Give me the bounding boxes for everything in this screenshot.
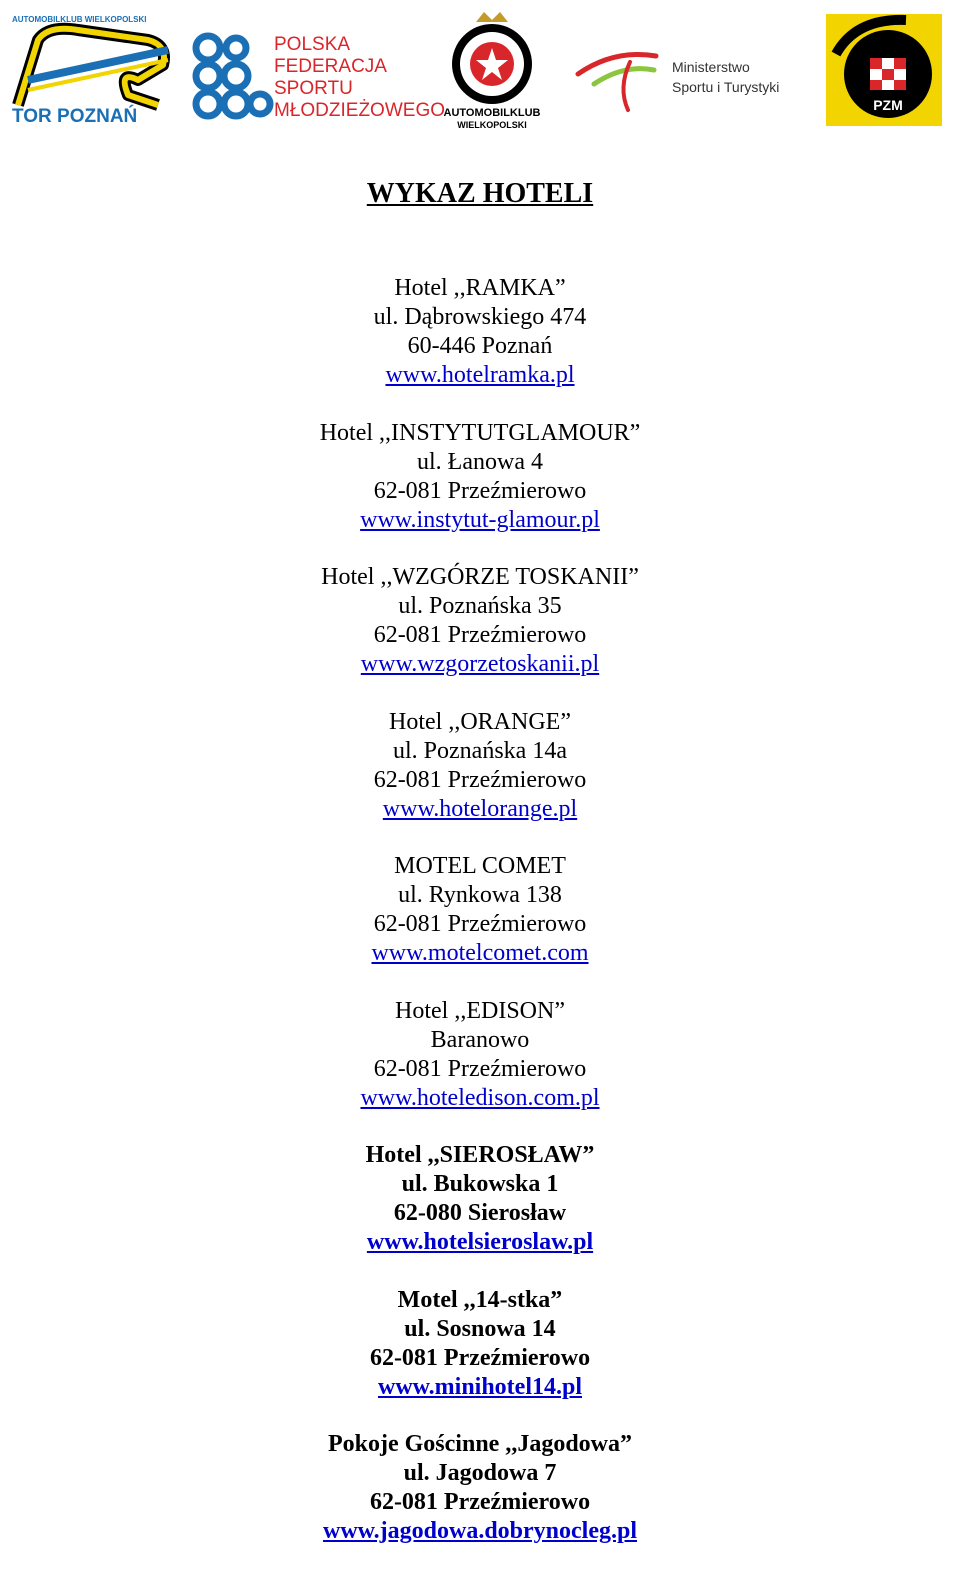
hotel-street: ul. Poznańska 14a — [393, 737, 567, 764]
hotel-city: 62-081 Przeźmierowo — [369, 1344, 591, 1371]
hotel-city: 62-081 Przeźmierowo — [373, 477, 587, 504]
hotel-website-link[interactable]: www.hotelsieroslaw.pl — [366, 1229, 594, 1255]
tor-poznan-name: TOR POZNAŃ — [12, 106, 138, 127]
hotel-street: ul. Łanowa 4 — [417, 448, 543, 475]
pzm-logo — [826, 14, 942, 126]
automobilklub-wielkopolski-logo — [436, 8, 548, 130]
hotel-street: ul. Jagodowa 7 — [403, 1460, 557, 1486]
hotel-name: Hotel ,,EDISON” — [395, 997, 565, 1024]
hotel-entry — [0, 563, 960, 708]
page-title: WYKAZ HOTELI — [366, 178, 594, 209]
hotel-name: Hotel ,,RAMKA” — [394, 275, 566, 301]
hotel-name: MOTEL COMET — [394, 853, 566, 879]
automobilklub-line1: AUTOMOBILKLUB — [443, 107, 541, 119]
pfsm-line4: MŁODZIEŻOWEGO — [274, 100, 445, 121]
hotel-name: Hotel ,,SIEROSŁAW” — [365, 1142, 595, 1168]
pfsm-logo — [186, 28, 445, 124]
hotel-list — [0, 274, 960, 1575]
hotel-entry — [0, 1141, 960, 1286]
hotel-city: 62-081 Przeźmierowo — [373, 1055, 587, 1082]
hotel-website-link[interactable]: www.jagodowa.dobrynocleg.pl — [322, 1518, 638, 1544]
hotel-website-link[interactable]: www.wzgorzetoskanii.pl — [360, 651, 600, 677]
ministerstwo-logo — [574, 44, 804, 114]
pfsm-line3: SPORTU — [274, 78, 353, 99]
ministerstwo-line1: Ministerstwo — [672, 59, 750, 75]
hotel-name: Hotel ,,ORANGE” — [389, 708, 571, 735]
hotel-website-link[interactable]: www.motelcomet.com — [371, 940, 589, 966]
hotel-name: Hotel ,,WZGÓRZE TOSKANII” — [321, 564, 639, 590]
hotel-street: ul. Sosnowa 14 — [404, 1315, 556, 1342]
hotel-city: 62-081 Przeźmierowo — [373, 766, 587, 793]
pfsm-line2: FEDERACJA — [274, 56, 387, 77]
hotel-entry — [0, 852, 960, 997]
hotel-website-link[interactable]: www.instytut-glamour.pl — [360, 506, 600, 533]
hotel-name: Hotel ,,INSTYTUTGLAMOUR” — [319, 419, 641, 446]
pzm-label: PZM — [873, 97, 903, 113]
hotel-website-link[interactable]: www.hoteledison.com.pl — [360, 1084, 600, 1111]
hotel-street: ul. Poznańska 35 — [398, 593, 562, 619]
hotel-city: 60-446 Poznań — [407, 333, 553, 359]
hotel-city: 62-080 Sierosław — [393, 1200, 567, 1226]
hotel-street: ul. Rynkowa 138 — [398, 882, 562, 908]
logo-bar — [0, 0, 960, 135]
hotel-entry — [0, 997, 960, 1142]
hotel-website-link[interactable]: www.minihotel14.pl — [377, 1373, 583, 1400]
hotel-entry — [0, 708, 960, 853]
crown-icon — [476, 12, 508, 22]
hotel-entry — [0, 1430, 960, 1575]
hotel-street: ul. Dąbrowskiego 474 — [373, 304, 587, 330]
automobilklub-line2: WIELKOPOLSKI — [457, 120, 527, 130]
hotel-street: ul. Bukowska 1 — [401, 1171, 559, 1197]
hotel-website-link[interactable]: www.hotelorange.pl — [382, 795, 578, 822]
hotel-entry — [0, 419, 960, 564]
hotel-entry — [0, 274, 960, 419]
ministerstwo-line2: Sportu i Turystyki — [672, 79, 780, 95]
hotel-entry — [0, 1286, 960, 1431]
pfsm-line1: POLSKA — [274, 34, 351, 55]
hotel-name: Pokoje Gościnne ,,Jagodowa” — [327, 1431, 632, 1457]
hotel-city: 62-081 Przeźmierowo — [369, 1489, 591, 1515]
hotel-street: Baranowo — [430, 1026, 530, 1053]
hotel-city: 62-081 Przeźmierowo — [373, 622, 587, 648]
tor-poznan-logo — [8, 10, 176, 128]
hotel-city: 62-081 Przeźmierowo — [373, 911, 587, 937]
tor-poznan-header: AUTOMOBILKLUB WIELKOPOLSKI — [12, 15, 147, 24]
hotel-website-link[interactable]: www.hotelramka.pl — [385, 362, 575, 388]
hotel-name: Motel ,,14-stka” — [397, 1286, 563, 1313]
